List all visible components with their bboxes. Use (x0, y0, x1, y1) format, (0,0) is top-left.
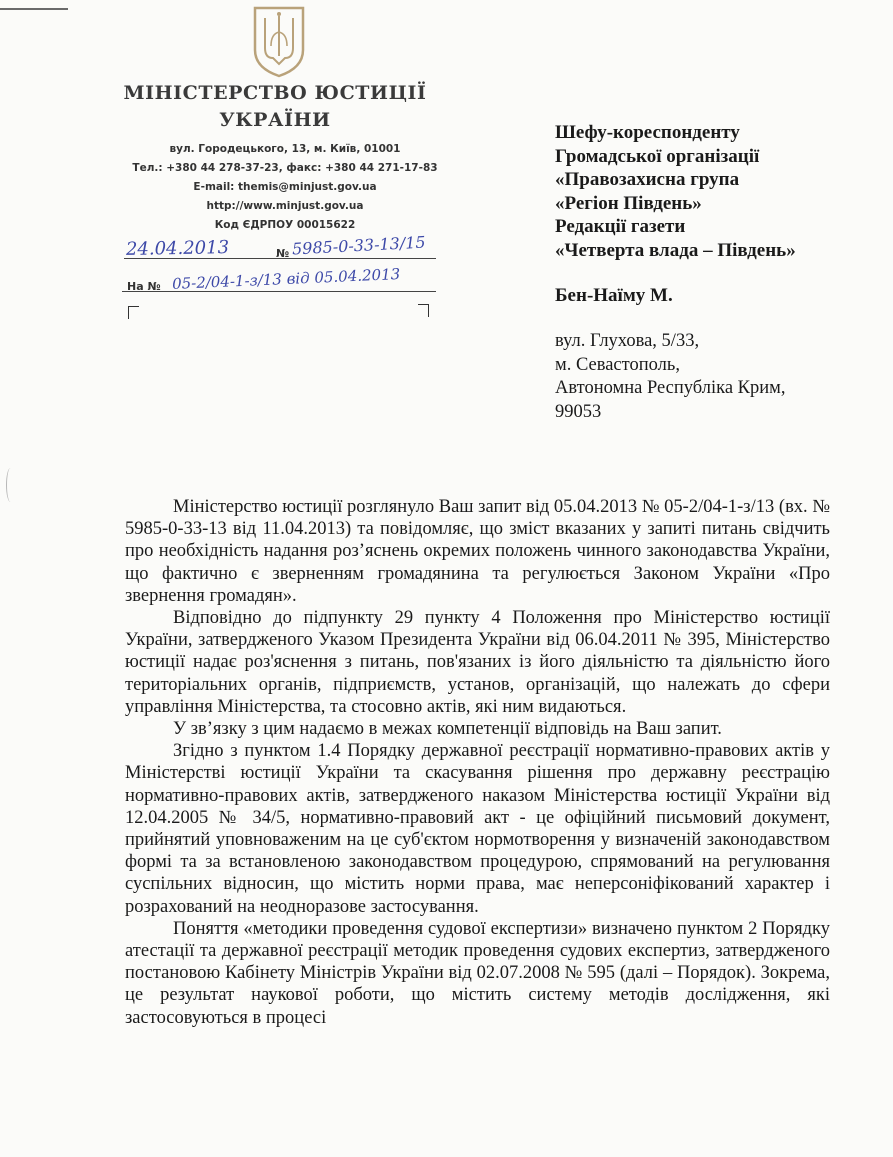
ministry-line-2: УКРАЇНИ (219, 109, 331, 131)
address-window-corner-left (128, 306, 139, 319)
coat-of-arms-icon (251, 4, 307, 78)
address-line: вул. Глухова, 5/33, (555, 331, 700, 351)
recipient-name: Бен-Наїму М. (555, 285, 673, 306)
body-paragraph: Поняття «методики проведення судової експертизи» визначено пунктом 2 Порядку атестації та державної реєстрації методик проведення судових експертиз, затвердженого постановою Кабінету Міністрів України від 02.07.2008 № 595 (далі – Порядок). Зокрема, це результат наукової роботи, що містить систему методів дослідження, які застосовуються в процесі (125, 918, 830, 1028)
addressee-line: Громадської організації (555, 145, 760, 167)
reference-number: 05-2/04-1-з/13 від 05.04.2013 (171, 265, 401, 293)
ministry-phone: Тел.: +380 44 278-37-23, факс: +380 44 271-17-83 (132, 162, 438, 174)
body-paragraph: Міністерство юстиції розглянуло Ваш запит від 05.04.2013 № 05-2/04-1-з/13 (вх. № 5985-0-33-13 від 11.04.2013) та повідомляє, що зміст вказаних у запиті питань свідчить про необхідність надання роз’яснень окремих положень чинного законодавства України, що фактично є зверненням громадянина та регулюється Законом України «Про звернення громадян». (125, 497, 830, 606)
ministry-contacts (110, 140, 460, 235)
registration-number: 5985-0-33-13/15 (291, 232, 426, 259)
addressee-line: «Регіон Південь» (555, 192, 702, 214)
ministry-website: http://www.minjust.gov.ua (206, 200, 364, 212)
registration-line (124, 258, 436, 259)
addressee-line: Шефу-кореспонденту (555, 122, 740, 143)
ministry-name (110, 80, 440, 134)
registration-date: 24.04.2013 (125, 237, 230, 260)
addressee-line: «Четверта влада – Південь» (555, 239, 796, 261)
address-line: м. Севастополь, (555, 354, 680, 375)
reference-line (122, 291, 436, 292)
addressee-block (555, 121, 885, 262)
scan-edge-line (0, 8, 68, 10)
scan-artifact (6, 468, 15, 502)
ministry-address: вул. Городецького, 13, м. Київ, 01001 (169, 143, 401, 155)
recipient-address (555, 330, 885, 424)
address-window-corner-right (418, 304, 429, 317)
number-label: № (276, 247, 290, 260)
ministry-line-1: МІНІСТЕРСТВО ЮСТИЦІЇ (123, 82, 427, 104)
address-line: 99053 (555, 401, 602, 422)
addressee-line: «Правозахисна група (555, 169, 740, 190)
body-paragraph: Згідно з пунктом 1.4 Порядку державної реєстрації нормативно-правових актів у Міністерстві юстиції України та скасування рішення про державну реєстрацію нормативно-правових актів, затвердженого наказом Міністерства юстиції України від 12.04.2005 № 34/5, нормативно-правовий акт - це офіційний письмовий документ, прийнятий уповноваженим на це суб'єктом нормотворення у визначеній законодавством формі та за встановленою законодавством процедурою, спрямований на регулювання суспільних відносин, що містить норми права, має неперсоніфікований характер і розрахований на неодноразове застосування. (125, 741, 830, 917)
ministry-email: E-mail: themis@minjust.gov.ua (193, 181, 377, 193)
ministry-edrpou: Код ЄДРПОУ 00015622 (214, 219, 356, 231)
body-paragraph: У зв’язку з цим надаємо в межах компетенції відповідь на Ваш запит. (173, 719, 722, 740)
letter-body (125, 496, 830, 1029)
address-line: Автономна Республіка Крим, (555, 378, 786, 398)
reference-label: На № (127, 280, 161, 293)
addressee-line: Редакції газети (555, 216, 686, 237)
body-paragraph: Відповідно до підпункту 29 пункту 4 Положення про Міністерство юстиції України, затвердженого Указом Президента України від 06.04.2011 № 395, Міністерство юстиції надає роз'яснення з питань, пов'язаних із його діяльністю та діяльністю його територіальних органів, підприємств, установ, організацій, що належать до сфери управління Міністерства, та стосовно актів, які ним видаються. (125, 608, 830, 717)
